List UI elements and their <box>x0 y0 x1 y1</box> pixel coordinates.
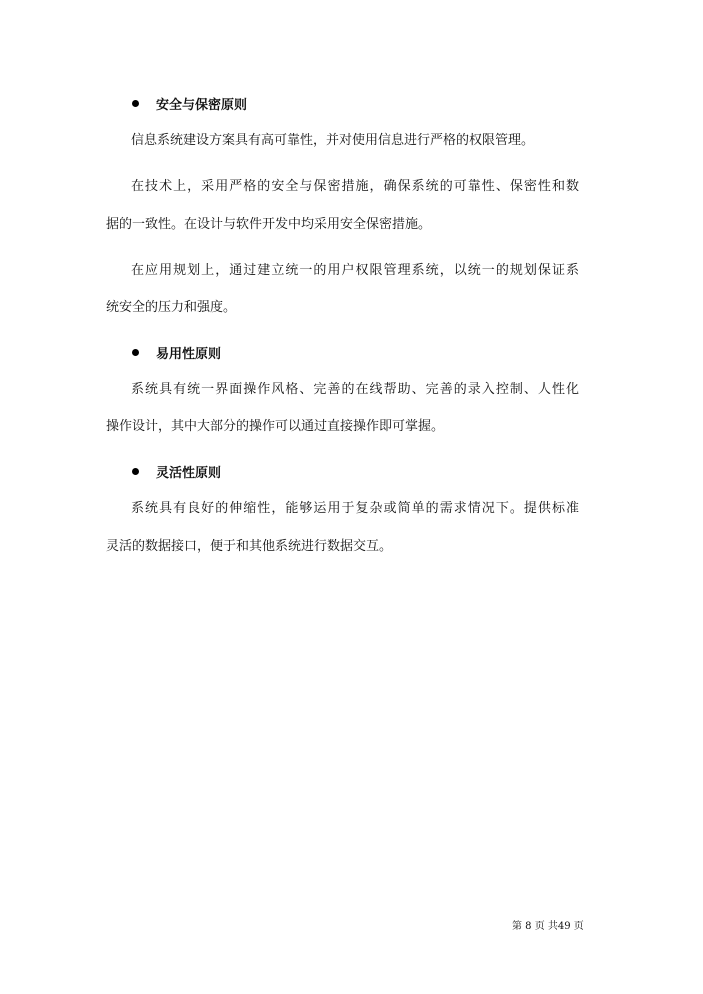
paragraph-line: 统安全的压力和强度。 <box>106 300 237 315</box>
section-heading-flexibility <box>132 461 221 481</box>
section-heading-text: 易用性原则 <box>156 346 222 362</box>
bullet-icon <box>132 100 139 107</box>
paragraph-line: 操作设计，其中大部分的操作可以通过直接操作即可掌握。 <box>106 419 445 434</box>
bullet-icon <box>132 349 139 356</box>
paragraph-line: 信息系统建设方案具有高可靠性，并对使用信息进行严格的权限管理。 <box>131 133 535 148</box>
section-heading-security <box>132 93 247 113</box>
paragraph-line: 系统具有良好的伸缩性，能够运用于复杂或简单的需求情况下。提供标准 <box>131 501 579 516</box>
paragraph-line: 灵活的数据接口，便于和其他系统进行数据交互。 <box>106 539 393 554</box>
page-number: 第 8 页 共49 页 <box>512 921 584 932</box>
section-heading-usability <box>132 342 221 362</box>
paragraph-line: 在应用规划上，通过建立统一的用户权限管理系统，以统一的规划保证系 <box>131 263 579 278</box>
paragraph-line: 在技术上，采用严格的安全与保密措施，确保系统的可靠性、保密性和数 <box>131 179 579 194</box>
section-heading-text: 安全与保密原则 <box>156 97 248 113</box>
paragraph-line: 系统具有统一界面操作风格、完善的在线帮助、完善的录入控制、人性化 <box>131 382 579 397</box>
bullet-icon <box>132 468 139 475</box>
paragraph-line: 据的一致性。在设计与软件开发中均采用安全保密措施。 <box>106 217 432 232</box>
section-heading-text: 灵活性原则 <box>156 465 222 481</box>
